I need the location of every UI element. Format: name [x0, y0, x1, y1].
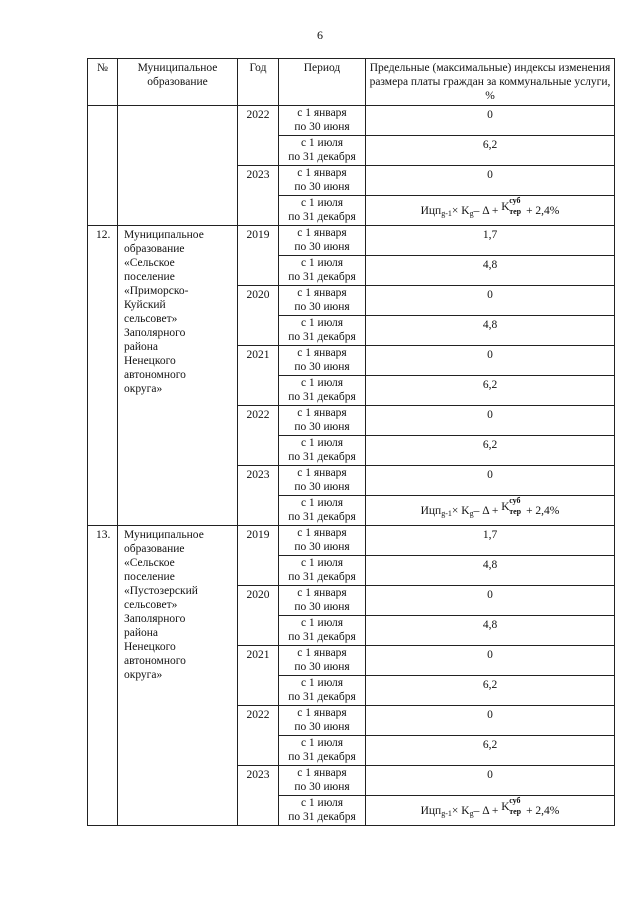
formula-plus: + 2,4%	[523, 805, 560, 817]
index-formula	[420, 196, 560, 218]
formula-k2: K	[501, 801, 510, 813]
year-cell: 2020	[238, 586, 279, 646]
index-cell	[366, 196, 615, 226]
year-cell: 2022	[238, 406, 279, 466]
index-cell	[366, 436, 615, 466]
index-value: 0	[487, 469, 493, 481]
index-cell	[366, 406, 615, 436]
period-cell	[279, 676, 366, 706]
index-value: 0	[487, 169, 493, 181]
period-cell	[279, 346, 366, 376]
year-cell: 2021	[238, 346, 279, 406]
formula-main-sub: g-1	[441, 509, 452, 518]
period-end: по 31 декабря	[288, 451, 356, 463]
period-start: с 1 января	[297, 227, 347, 239]
formula-k-sub: g	[469, 509, 474, 518]
year-cell: 2023	[238, 766, 279, 826]
index-cell	[366, 466, 615, 496]
index-cell	[366, 676, 615, 706]
formula-k-subsidy	[501, 496, 523, 516]
period-cell	[279, 376, 366, 406]
formula-plus: + 2,4%	[523, 505, 560, 517]
municipality-name-line: сельсовет»	[124, 313, 178, 325]
formula-k-sub: g	[469, 809, 474, 818]
formula-k2-sub: тер	[509, 807, 522, 816]
index-value: 4,8	[482, 319, 498, 331]
year-cell: 2019	[238, 226, 279, 286]
period-start: с 1 января	[297, 467, 347, 479]
period-cell	[279, 796, 366, 826]
municipality-name-line: образование	[124, 243, 185, 255]
index-cell	[366, 586, 615, 616]
period-end: по 30 июня	[294, 661, 350, 673]
period-start: с 1 июля	[300, 617, 344, 629]
period-end: по 30 июня	[294, 481, 350, 493]
formula-main: Ицп	[420, 205, 442, 217]
formula-plus: + 2,4%	[523, 205, 560, 217]
index-value: 6,2	[482, 439, 498, 451]
index-cell	[366, 376, 615, 406]
formula-times: × K	[451, 205, 470, 217]
formula-k2-sup: суб	[509, 796, 521, 805]
period-cell	[279, 466, 366, 496]
municipality-name-line: района	[124, 627, 159, 639]
municipality-name-line: «Сельское	[124, 257, 175, 269]
formula-main: Ицп	[420, 505, 442, 517]
period-start: с 1 июля	[300, 257, 344, 269]
index-cell	[366, 256, 615, 286]
period-end: по 31 декабря	[288, 631, 356, 643]
municipality-name-line: района	[124, 341, 159, 353]
municipality-name-line: автономного	[124, 369, 186, 381]
period-cell	[279, 226, 366, 256]
table-header-row	[88, 59, 615, 106]
index-value: 0	[487, 349, 493, 361]
period-cell	[279, 526, 366, 556]
index-cell	[366, 226, 615, 256]
index-cell	[366, 646, 615, 676]
formula-times: × K	[451, 805, 470, 817]
index-value: 4,8	[482, 619, 498, 631]
index-cell	[366, 796, 615, 826]
period-cell	[279, 556, 366, 586]
period-end: по 31 декабря	[288, 151, 356, 163]
period-start: с 1 января	[297, 587, 347, 599]
period-start: с 1 января	[297, 107, 347, 119]
period-start: с 1 июля	[300, 437, 344, 449]
municipality-name-line: Ненецкого	[124, 641, 176, 653]
period-start: с 1 июля	[300, 317, 344, 329]
formula-k-subsidy	[501, 796, 523, 816]
period-cell	[279, 646, 366, 676]
period-end: по 30 июня	[294, 421, 350, 433]
year-cell: 2019	[238, 526, 279, 586]
header-municipality: Муниципальное образование	[118, 59, 238, 106]
period-start: с 1 января	[297, 647, 347, 659]
municipality-name-line: Заполярного	[124, 613, 186, 625]
municipality-name-line: Заполярного	[124, 327, 186, 339]
period-end: по 31 декабря	[288, 691, 356, 703]
table-row	[88, 106, 615, 136]
municipality-name-line: поселение	[124, 271, 175, 283]
tariff-index-table	[87, 58, 615, 826]
index-cell	[366, 556, 615, 586]
period-end: по 31 декабря	[288, 331, 356, 343]
table-row	[88, 226, 615, 256]
period-cell	[279, 196, 366, 226]
municipality-name-line: поселение	[124, 571, 175, 583]
period-start: с 1 июля	[300, 737, 344, 749]
formula-times: × K	[451, 505, 470, 517]
formula-k2-sub: тер	[509, 207, 522, 216]
period-cell	[279, 586, 366, 616]
municipality-name-line: Куйский	[124, 299, 166, 311]
period-cell	[279, 286, 366, 316]
table-body	[88, 106, 615, 826]
index-value: 1,7	[482, 529, 498, 541]
period-end: по 30 июня	[294, 541, 350, 553]
period-cell	[279, 736, 366, 766]
formula-minus: – Δ +	[473, 805, 502, 817]
index-value: 6,2	[482, 379, 498, 391]
period-end: по 30 июня	[294, 361, 350, 373]
year-cell: 2021	[238, 646, 279, 706]
period-start: с 1 июля	[300, 377, 344, 389]
municipality-name-line: «Приморско-	[124, 285, 189, 297]
period-cell	[279, 436, 366, 466]
header-index: Предельные (максимальные) индексы изменения размера платы граждан за коммунальные услуги, %	[366, 59, 615, 106]
period-end: по 31 декабря	[288, 211, 356, 223]
period-start: с 1 июля	[300, 497, 344, 509]
period-cell	[279, 406, 366, 436]
period-end: по 31 декабря	[288, 811, 356, 823]
period-end: по 30 июня	[294, 121, 350, 133]
municipality-name	[118, 226, 238, 526]
header-period: Период	[279, 59, 366, 106]
index-value: 0	[487, 709, 493, 721]
period-end: по 30 июня	[294, 781, 350, 793]
period-cell	[279, 166, 366, 196]
header-year: Год	[238, 59, 279, 106]
period-start: с 1 января	[297, 707, 347, 719]
index-value: 0	[487, 589, 493, 601]
period-end: по 30 июня	[294, 601, 350, 613]
index-value: 6,2	[482, 679, 498, 691]
index-cell	[366, 706, 615, 736]
period-cell	[279, 766, 366, 796]
index-value: 0	[487, 409, 493, 421]
table-row	[88, 526, 615, 556]
index-value: 0	[487, 649, 493, 661]
period-end: по 30 июня	[294, 721, 350, 733]
period-end: по 31 декабря	[288, 511, 356, 523]
formula-main-sub: g-1	[441, 809, 452, 818]
page-number: 6	[317, 28, 323, 42]
municipality-name-line: автономного	[124, 655, 186, 667]
year-cell: 2023	[238, 166, 279, 226]
period-end: по 30 июня	[294, 301, 350, 313]
index-cell	[366, 286, 615, 316]
formula-k2-sup: суб	[509, 196, 521, 205]
municipality-name-line: округа»	[124, 383, 163, 395]
period-start: с 1 января	[297, 527, 347, 539]
period-start: с 1 января	[297, 347, 347, 359]
index-cell	[366, 736, 615, 766]
period-start: с 1 января	[297, 767, 347, 779]
year-cell: 2022	[238, 706, 279, 766]
index-value: 0	[487, 109, 493, 121]
formula-k2-sup: суб	[509, 496, 521, 505]
period-end: по 31 декабря	[288, 571, 356, 583]
index-formula	[420, 796, 560, 818]
period-cell	[279, 616, 366, 646]
municipality-name-line: образование	[124, 543, 185, 555]
year-cell: 2022	[238, 106, 279, 166]
index-cell	[366, 316, 615, 346]
period-start: с 1 января	[297, 287, 347, 299]
municipality-name-line: Муниципальное	[124, 529, 204, 541]
period-end: по 30 июня	[294, 181, 350, 193]
index-formula	[420, 496, 560, 518]
municipality-cell-empty	[118, 106, 238, 226]
period-end: по 31 декабря	[288, 391, 356, 403]
index-value: 0	[487, 769, 493, 781]
index-cell	[366, 106, 615, 136]
index-cell	[366, 496, 615, 526]
municipality-name-line: округа»	[124, 669, 163, 681]
formula-main: Ицп	[420, 805, 442, 817]
formula-k-sub: g	[469, 209, 474, 218]
index-cell	[366, 346, 615, 376]
index-cell	[366, 136, 615, 166]
index-value: 1,7	[482, 229, 498, 241]
period-end: по 31 декабря	[288, 271, 356, 283]
formula-minus: – Δ +	[473, 205, 502, 217]
municipality-name-line: сельсовет»	[124, 599, 178, 611]
year-cell: 2020	[238, 286, 279, 346]
period-start: с 1 июля	[300, 677, 344, 689]
index-value: 6,2	[482, 739, 498, 751]
period-start: с 1 января	[297, 407, 347, 419]
index-cell	[366, 766, 615, 796]
period-start: с 1 июля	[300, 197, 344, 209]
formula-k2: K	[501, 501, 510, 513]
formula-main-sub: g-1	[441, 209, 452, 218]
municipality-name	[118, 526, 238, 826]
period-cell	[279, 136, 366, 166]
municipality-name-line: Ненецкого	[124, 355, 176, 367]
formula-minus: – Δ +	[473, 505, 502, 517]
index-value: 4,8	[482, 259, 498, 271]
index-cell	[366, 526, 615, 556]
index-value: 4,8	[482, 559, 498, 571]
period-cell	[279, 706, 366, 736]
period-start: с 1 января	[297, 167, 347, 179]
index-value: 6,2	[482, 139, 498, 151]
municipality-name-line: «Пустозерский	[124, 585, 198, 597]
entry-number: 13.	[88, 526, 118, 826]
period-end: по 31 декабря	[288, 751, 356, 763]
period-start: с 1 июля	[300, 557, 344, 569]
num-cell-empty	[88, 106, 118, 226]
period-cell	[279, 256, 366, 286]
year-cell: 2023	[238, 466, 279, 526]
index-value: 0	[487, 289, 493, 301]
period-cell	[279, 106, 366, 136]
period-cell	[279, 316, 366, 346]
header-num: №	[88, 59, 118, 106]
period-cell	[279, 496, 366, 526]
index-cell	[366, 166, 615, 196]
formula-k2: K	[501, 201, 510, 213]
index-cell	[366, 616, 615, 646]
entry-number: 12.	[88, 226, 118, 526]
municipality-name-line: «Сельское	[124, 557, 175, 569]
formula-k-subsidy	[501, 196, 523, 216]
period-start: с 1 июля	[300, 797, 344, 809]
municipality-name-line: Муниципальное	[124, 229, 204, 241]
period-end: по 30 июня	[294, 241, 350, 253]
period-start: с 1 июля	[300, 137, 344, 149]
formula-k2-sub: тер	[509, 507, 522, 516]
